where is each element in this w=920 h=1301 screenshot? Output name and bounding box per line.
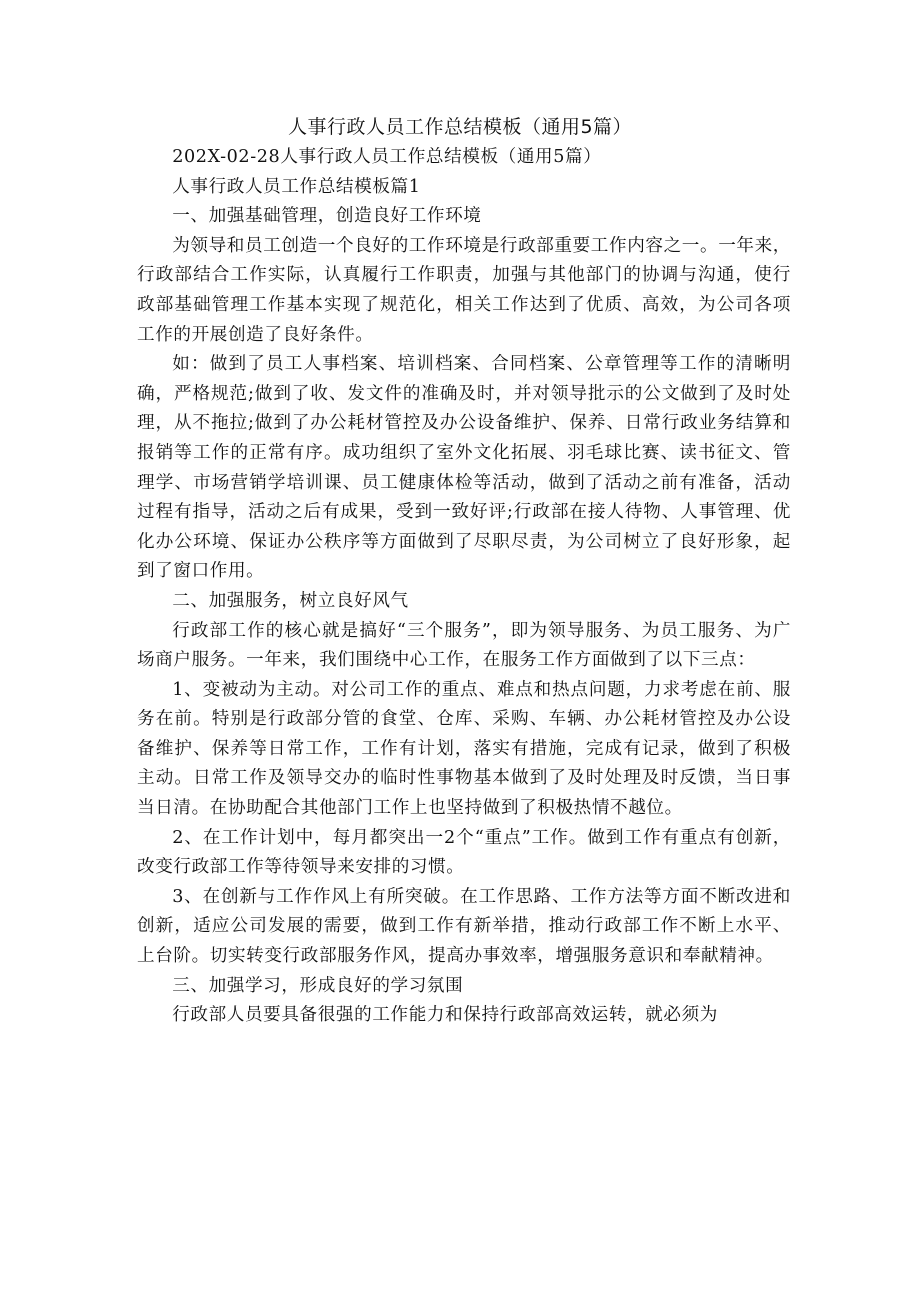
section-heading-1: 一、加强基础管理，创造良好工作环境 xyxy=(172,206,482,227)
list-item-2: 2、在工作计划中，每月都突出一2个“重点”工作。做到工作有重点有创新，改变行政部工作等待领导来安排的习惯。 xyxy=(137,827,791,878)
document-body xyxy=(137,143,791,1031)
list-item-3: 3、在创新与工作作风上有所突破。在工作思路、工作方法等方面不断改进和创新，适应公司发展的需要，做到工作有新举措，推动行政部工作不断上水平、上台阶。切实转变行政部服务作风，提高办事效率，增强服务意识和奉献精神。 xyxy=(137,886,791,967)
paragraph: 如：做到了员工人事档案、培训档案、合同档案、公章管理等工作的清晰明确，严格规范;做到了收、发文件的准确及时，并对领导批示的公文做到了及时处理，从不拖拉;做到了办公耗材管控及办公设备维护、保养、日常行政业务结算和报销等工作的正常有序。成功组织了室外文化拓展、羽毛球比赛、读书征文、管理学、市场营销学培训课、员工健康体检等活动，做到了活动之前有准备，活动过程有指导，活动之后有成果，受到一致好评;行政部在接人待物、人事管理、优化办公环境、保证办公秩序等方面做到了尽职尽责，为公司树立了良好形象，起到了窗口作用。 xyxy=(137,354,791,582)
document-title: 人事行政人员工作总结模板（通用5篇） xyxy=(287,116,633,138)
list-item-1: 1、变被动为主动。对公司工作的重点、难点和热点问题，力求考虑在前、服务在前。特别是行政部分管的食堂、仓库、采购、车辆、办公耗材管控及办公设备维护、保养等日常工作，工作有计划，落实有措施，完成有记录，做到了积极主动。日常工作及领导交办的临时性事物基本做到了及时处理及时反馈，当日事当日清。在协助配合其他部门工作上也坚持做到了积极热情不越位。 xyxy=(137,679,791,819)
paragraph: 行政部工作的核心就是搞好“三个服务”，即为领导服务、为员工服务、为广场商户服务。一年来，我们围绕中心工作，在服务工作方面做到了以下三点： xyxy=(137,620,791,671)
chapter-heading: 人事行政人员工作总结模板篇1 xyxy=(172,176,421,197)
date-line: 202X-02-28人事行政人员工作总结模板（通用5篇） xyxy=(172,147,602,167)
section-heading-2: 二、加强服务，树立良好风气 xyxy=(172,590,409,611)
paragraph: 为领导和员工创造一个良好的工作环境是行政部重要工作内容之一。一年来，行政部结合工作实际，认真履行工作职责，加强与其他部门的协调与沟通，使行政部基础管理工作基本实现了规范化，相关工作达到了优质、高效，为公司各项工作的开展创造了良好条件。 xyxy=(137,235,791,345)
section-heading-3: 三、加强学习，形成良好的学习氛围 xyxy=(172,975,464,996)
paragraph: 行政部人员要具备很强的工作能力和保持行政部高效运转，就必须为 xyxy=(172,1005,719,1026)
